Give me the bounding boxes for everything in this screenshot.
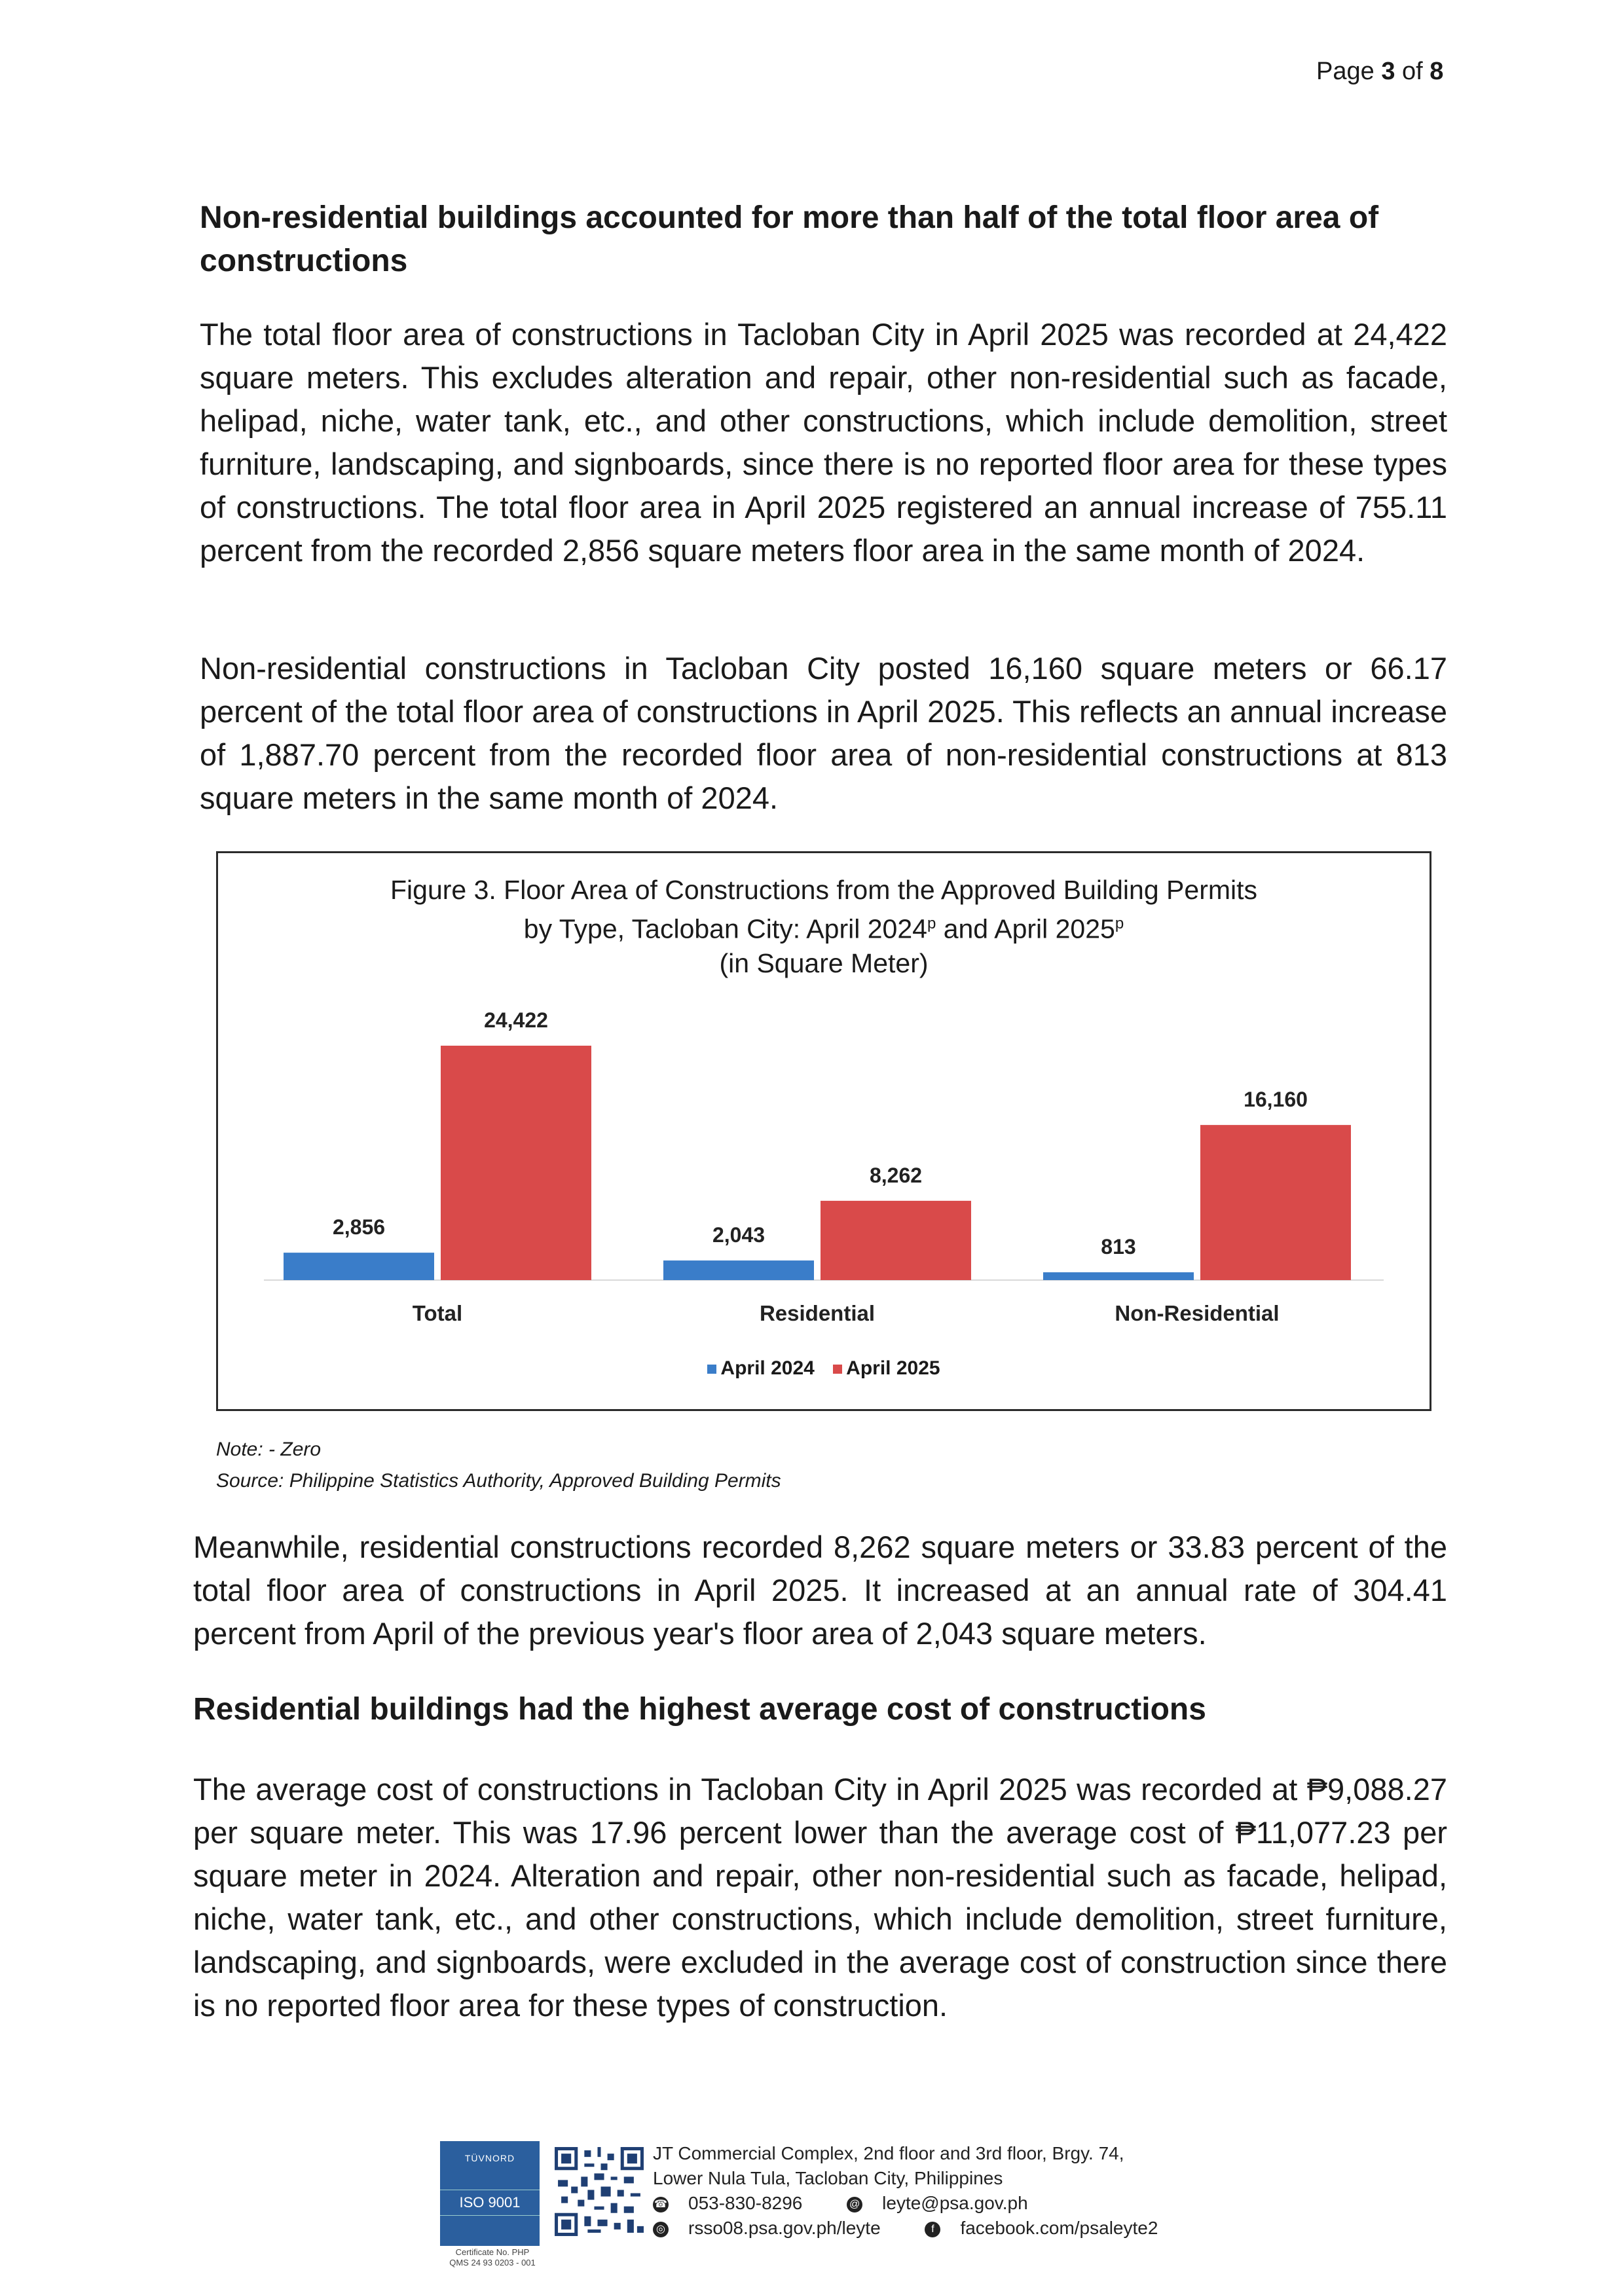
category-label-total: Total: [412, 1301, 463, 1325]
paragraph-average-cost: The average cost of constructions in Tacloban City in April 2025 was recorded at ₱9,088.27 per square meter. This was 17.96 percent lower than the average cost of ₱11,077.23 per square meter in 2024. Alteration and repair, other non-residential such as facade, helipad, niche, water tank, etc., and other constructions, which include demolition, street furniture, landscaping, and signboards, were excluded in the average cost of construction since there is no reported floor area for these types of construction.: [193, 1772, 1447, 2023]
iso-certification-logo: [440, 2141, 540, 2246]
bar-non-residential-april-2024: [1043, 1272, 1194, 1280]
address-line-1: JT Commercial Complex, 2nd floor and 3rd floor, Brgy. 74,: [653, 2143, 1124, 2163]
figure-title-line2a: by Type, Tacloban City: April 2024: [523, 913, 927, 944]
bar-residential-april-2025: [821, 1201, 971, 1280]
section-heading-floor-area: Non-residential buildings accounted for more than half of the total floor area of constructions: [200, 200, 1379, 278]
iso-label: ISO 9001: [440, 2190, 540, 2216]
data-label-total-april-2024: 2,856: [332, 1215, 386, 1239]
contact-info: [653, 2141, 1197, 2241]
category-label-non-residential: Non-Residential: [1115, 1301, 1280, 1325]
bar-total-april-2024: [284, 1253, 434, 1280]
facebook-entry[interactable]: [925, 2218, 1177, 2238]
legend-item-april-2024: [707, 1357, 814, 1379]
email-icon: @: [847, 2197, 862, 2212]
paragraph-non-residential: Non-residential constructions in Tacloban City posted 16,160 square meters or 66.17 percent of the total floor area of constructions in April 2025. This reflects an annual increase of 1,887.70 percent from the recorded floor area of non-residential constructions at 813 square meters in the same month of 2024.: [200, 651, 1447, 815]
phone-icon: ☎: [653, 2197, 669, 2212]
qr-code-icon: [551, 2144, 647, 2239]
globe-icon: ◎: [653, 2222, 669, 2237]
facebook-icon: f: [925, 2222, 940, 2237]
page-number: [1316, 58, 1443, 86]
data-label-residential-april-2025: 8,262: [869, 1163, 923, 1187]
chart-legend: [218, 1357, 1430, 1380]
category-label-residential: Residential: [759, 1301, 876, 1325]
bar-chart: [218, 853, 1430, 1410]
figure-title-sup-2: p: [1115, 915, 1124, 932]
website-link[interactable]: rsso08.psa.gov.ph/leyte: [688, 2218, 881, 2238]
page-current: 3: [1381, 58, 1395, 85]
email-address[interactable]: leyte@psa.gov.ph: [882, 2193, 1028, 2213]
figure-title-line1: Figure 3. Floor Area of Constructions from the Approved Building Permits: [390, 875, 1257, 905]
legend-item-april-2025: [833, 1357, 940, 1379]
website-entry[interactable]: [653, 2218, 900, 2238]
bar-non-residential-april-2025: [1200, 1125, 1351, 1280]
page-label: Page: [1316, 58, 1375, 85]
phone-entry: [653, 2193, 822, 2213]
bar-total-april-2025: [441, 1046, 591, 1280]
page-total: 8: [1430, 58, 1444, 85]
figure-title-sup-1: p: [927, 915, 936, 932]
contact-row-phone-email: [653, 2191, 1197, 2216]
facebook-link[interactable]: facebook.com/psaleyte2: [960, 2218, 1158, 2238]
legend-swatch-april-2024: [707, 1365, 716, 1374]
data-label-non-residential-april-2024: 813: [1101, 1235, 1136, 1259]
legend-label-april-2024: April 2024: [720, 1357, 815, 1379]
legend-swatch-april-2025: [833, 1365, 842, 1374]
paragraph-residential: Meanwhile, residential constructions recorded 8,262 square meters or 33.83 percent of the total floor area of constructions in April 2025. It increased at an annual rate of 304.41 percent from April of the previous year's floor area of 2,043 square meters.: [193, 1530, 1447, 1651]
page-footer: [440, 2141, 1291, 2272]
paragraph-total-floor-area: The total floor area of constructions in Tacloban City in April 2025 was recorded at 24,422 square meters. This excludes alteration and repair, other non-residential such as facade, helipad, niche, water tank, etc., and other constructions, which include demolition, street furniture, landscaping, and signboards, since there is no reported floor area for these types of constructions. The total floor area in April 2025 registered an annual increase of 755.11 percent from the recorded 2,856 square meters floor area in the same month of 2024.: [200, 317, 1447, 568]
figure-notes: [216, 1434, 781, 1497]
data-label-non-residential-april-2025: 16,160: [1244, 1088, 1308, 1112]
figure-note: Note: - Zero: [216, 1439, 322, 1460]
phone-number: 053-830-8296: [688, 2193, 803, 2213]
data-label-residential-april-2024: 2,043: [712, 1223, 766, 1247]
legend-label-april-2025: April 2025: [846, 1357, 940, 1379]
iso-brand: TÜVNORD: [464, 2153, 515, 2163]
figure-title-line3: (in Square Meter): [719, 947, 929, 978]
email-entry[interactable]: [847, 2193, 1047, 2213]
page-of: of: [1402, 58, 1423, 85]
cert-line-2: QMS 24 93 0203 - 001: [449, 2258, 536, 2267]
contact-row-web: [653, 2216, 1197, 2241]
section-heading-average-cost: Residential buildings had the highest average cost of constructions: [193, 1692, 1206, 1727]
data-label-total-april-2025: 24,422: [484, 1008, 548, 1032]
cert-line-1: Certificate No. PHP: [455, 2247, 530, 2257]
address-line-2: Lower Nula Tula, Tacloban City, Philippines: [653, 2168, 1003, 2188]
figure-3-chart-box: [216, 851, 1431, 1411]
certificate-number: [434, 2247, 551, 2268]
bar-residential-april-2024: [663, 1260, 814, 1280]
figure-title-line2b: and April 2025: [936, 913, 1115, 944]
figure-source: Source: Philippine Statistics Authority, Approved Building Permits: [216, 1470, 781, 1492]
